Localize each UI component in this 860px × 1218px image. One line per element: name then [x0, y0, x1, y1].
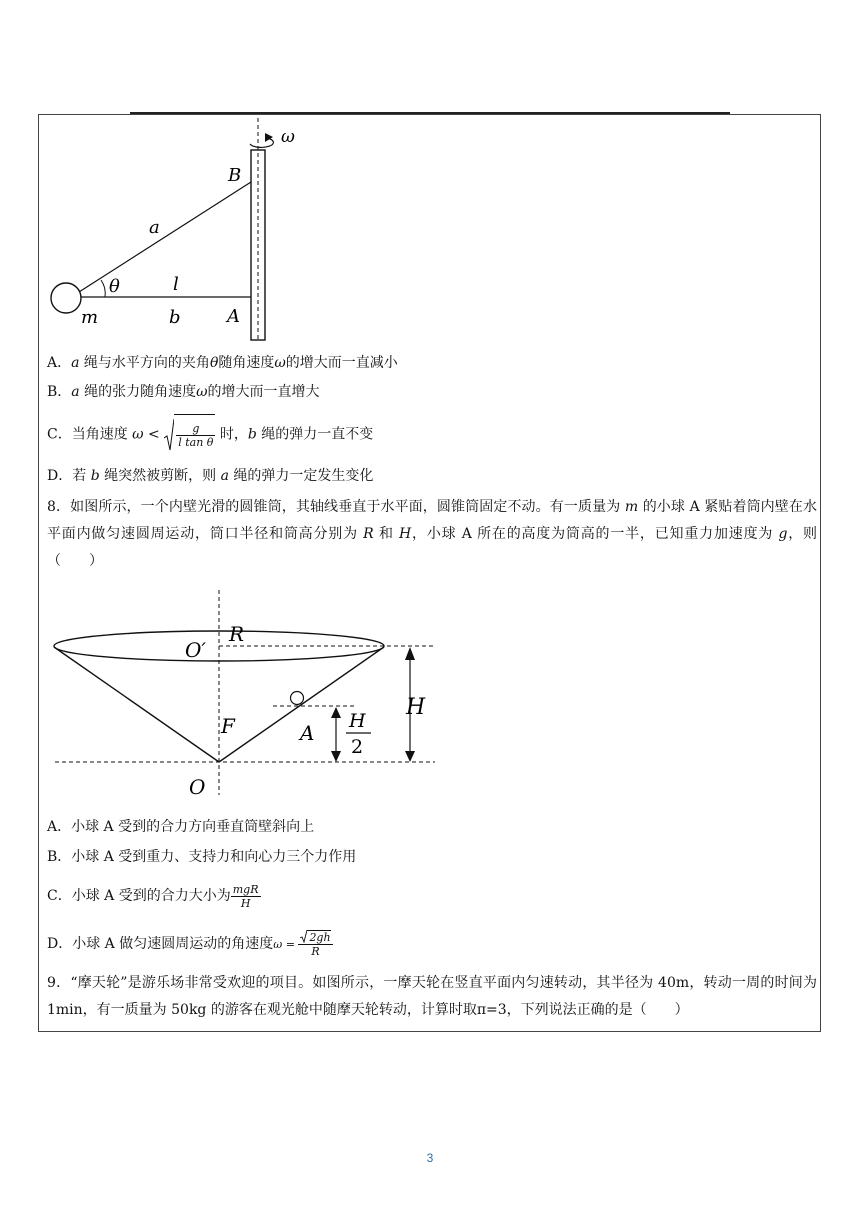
q7-option-d: D．若 b 绳突然被剪断，则 a 绳的弹力一定发生变化	[47, 468, 374, 484]
radius-R-label: R	[229, 622, 245, 646]
half-height-numerator: H	[349, 710, 366, 732]
rope-a-label: a	[149, 217, 160, 238]
sqrt-expression: $\frac{g}{\text{l tan θ}}$	[164, 414, 215, 455]
length-l-label: l	[173, 274, 179, 295]
point-B-label: B	[228, 165, 242, 186]
q7-option-a: A．a 绳与水平方向的夹角θ随角速度ω的增大而一直减小	[47, 355, 398, 371]
page-number: 3	[426, 1151, 434, 1165]
point-A-label: A	[227, 306, 240, 327]
rope-b-label: b	[169, 307, 181, 328]
q8-stem: 8．如图所示，一个内壁光滑的圆锥筒，其轴线垂直于水平面，圆锥筒固定不动。有一质量为 m 的小球 A 紧贴着筒内壁在水平面内做匀速圆周运动，筒口半径和筒高分别为 R 和 H，小球 A 所在的高度为筒高的一半，已知重力加速度为 g，则（ ）	[47, 499, 818, 569]
mass-m-label: m	[81, 307, 99, 328]
point-F-label: F	[221, 714, 235, 738]
q8-option-d: D．小球 A 做匀速圆周运动的角速度ω = $\frac{2gh}{R}$	[47, 931, 331, 958]
q8-option-c: C．小球 A 受到的合力大小为 $\frac{\text{mgR}}{H}$	[47, 882, 259, 910]
vertex-O-label: O	[189, 775, 206, 799]
q7-option-b: B．a 绳的张力随角速度ω的增大而一直增大	[47, 384, 320, 400]
ball-A-label: A	[300, 721, 315, 745]
q8-option-a: A．小球 A 受到的合力方向垂直筒壁斜向上	[47, 819, 315, 835]
q8-option-b: B．小球 A 受到重力、支持力和向心力三个力作用	[47, 849, 357, 865]
figure-rod-ball	[45, 118, 315, 346]
q9-stem: 9．“摩天轮”是游乐场非常受欢迎的项目。如图所示，一摩天轮在竖直平面内匀速转动，其半径为 40m，转动一周的时间为 1min，有一质量为 50kg 的游客在观光舱中随摩天轮转动，计算时取π=3，下列说法正确的是（ ）	[47, 975, 817, 1018]
half-height-denominator: 2	[351, 736, 364, 758]
height-H-label: H	[406, 695, 426, 720]
figure-cone	[45, 590, 445, 800]
center-Oprime-label: O′	[185, 638, 206, 662]
q7-option-c: C．当角速度 ω < $\frac{g}{\text{l tan θ}}$ 时，b 绳的弹力一直不变	[47, 414, 373, 455]
angle-theta-label: θ	[109, 276, 120, 297]
omega-label: ω	[281, 127, 295, 147]
